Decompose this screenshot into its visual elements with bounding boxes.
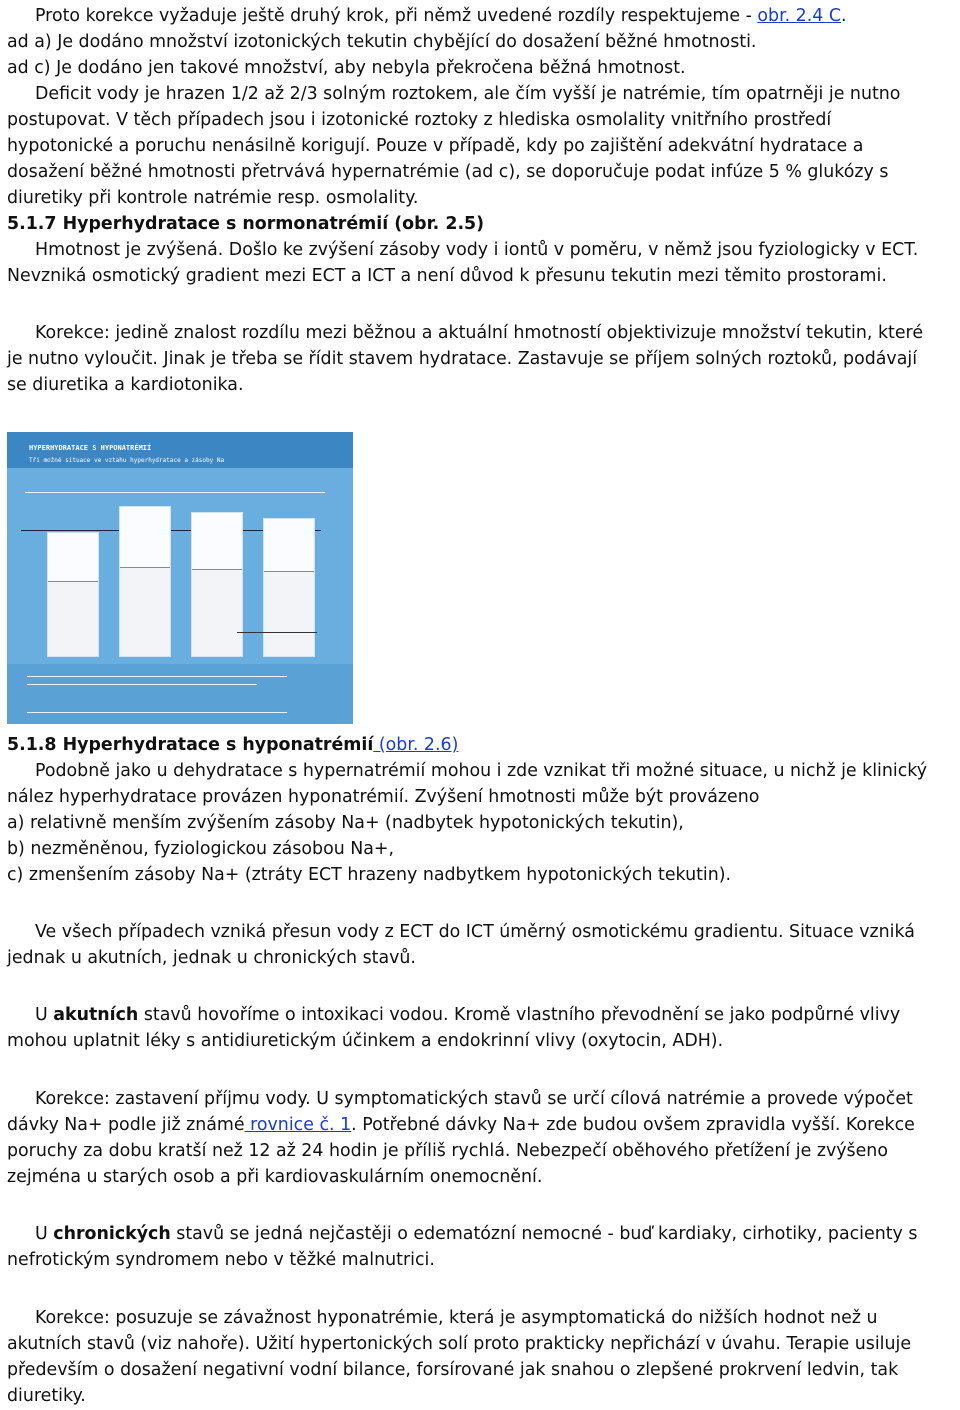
text-line: akutních stavů (viz nahoře). Užití hypertonických solí proto prakticky nepřichází v úvahu. Terapie usiluje — [7, 1334, 912, 1354]
section-heading-5-1-7 — [7, 212, 484, 238]
text-line — [7, 1113, 915, 1139]
text-line: mohou uplatnit léky s antidiuretickým účinkem a endokrinní vlivy (oxytocin, ADH). — [7, 1031, 724, 1051]
text-line: dosažení běžné hmotnosti přetrvává hypernatrémie (ad c), se doporučuje podat infúze 5 % glukózy s — [7, 162, 889, 182]
text-line: Deficit vody je hrazen 1/2 až 2/3 solným roztokem, ale čím vyšší je natrémie, tím opatrněji je nutno — [35, 84, 901, 104]
text-line: nález hyperhydratace provázen hyponatrémií. Zvýšení hmotnosti může být provázeno — [7, 787, 760, 807]
equation-link-1[interactable]: rovnice č. 1 — [244, 1115, 352, 1135]
text-line: postupovat. V těch případech jsou i izotonické roztoky z hlediska osmolality vnitřního prostředí — [7, 110, 832, 130]
bold-term: akutních — [53, 1005, 139, 1025]
figure-legend-line — [27, 684, 257, 685]
bold-term: chronických — [53, 1224, 171, 1244]
figure-column-segment — [120, 567, 170, 656]
figure-legend-band — [7, 664, 353, 724]
text-line: Korekce: zastavení příjmu vody. U symptomatických stavů se určí cílová natrémie a provede výpočet — [35, 1089, 913, 1109]
text-line: Korekce: jedině znalost rozdílu mezi běžnou a aktuální hmotností objektivizuje množství tekutin, které — [35, 323, 924, 343]
figure-column — [47, 532, 99, 657]
text-line: Hmotnost je zvýšená. Došlo ke zvýšení zásoby vody i iontů v poměru, v němž jsou fyziologicky v ECT. — [35, 240, 919, 260]
figure-line — [25, 492, 325, 493]
text-line: Korekce: posuzuje se závažnost hyponatrémie, která je asymptomatická do nižších hodnot než u — [35, 1308, 878, 1328]
text-line: ad c) Je dodáno jen takové množství, aby nebyla překročena běžná hmotnost. — [7, 58, 686, 78]
text-line: a) relativně menším zvýšením zásoby Na+ (nadbytek hypotonických tekutin), — [7, 813, 684, 833]
text-line: b) nezměněnou, fyziologickou zásobou Na+, — [7, 839, 395, 859]
text-line: jednak u akutních, jednak u chronických stavů. — [7, 948, 416, 968]
text-span: Proto korekce vyžaduje ještě druhý krok, při němž uvedené rozdíly respektujeme - — [35, 6, 758, 26]
figure-column-segment — [192, 569, 242, 656]
heading-text: 5.1.7 Hyperhydratace s normonatrémií (obr. 2.5) — [7, 214, 485, 234]
text-line: zejména u starých osob a při kardiovaskulárním onemocnění. — [7, 1167, 543, 1187]
figure-subtitle: Tři možné situace ve vztahu hyperhydratace a zásoby Na — [29, 457, 225, 464]
figure-column-segment — [264, 571, 314, 656]
text-line: se diuretika a kardiotonika. — [7, 375, 244, 395]
figure-title: HYPERHYDRATACE S HYPONATRÉMIÍ — [29, 444, 152, 452]
figure-legend-line — [27, 676, 287, 677]
figure-column — [119, 506, 171, 657]
figure-hyperhydratace-hyponatremie — [7, 432, 353, 724]
text-line: Nevzniká osmotický gradient mezi ECT a ICT a není důvod k přesunu tekutin mezi těmito prostorami. — [7, 266, 887, 286]
text-span: . Potřebné dávky Na+ zde budou ovšem zpravidla vyšší. Korekce — [351, 1115, 915, 1135]
text-line — [35, 1222, 917, 1248]
text-line: hypotonické a poruchu nenásilně korigují. Pouze v případě, kdy po zajištění adekvátní hydratace a — [7, 136, 864, 156]
text-span: stavů se jedná nejčastěji o edematózní nemocné - buď kardiaky, cirhotiky, pacienty s — [170, 1224, 918, 1244]
text-line: diuretiky při kontrole natrémie resp. osmolality. — [7, 188, 419, 208]
text-span: U — [35, 1224, 54, 1244]
figure-link-2-4c[interactable]: obr. 2.4 C — [757, 6, 842, 26]
heading-text: 5.1.8 Hyperhydratace s hyponatrémií — [7, 735, 374, 755]
text-line: především o dosažení negativní vodní bilance, forsírované jak snahou o zlepšené prokrvení ledvin, tak — [7, 1360, 899, 1380]
text-span: U — [35, 1005, 54, 1025]
figure-column — [191, 512, 243, 657]
figure-column — [263, 518, 315, 657]
section-heading-5-1-8 — [7, 733, 458, 759]
text-line — [35, 4, 847, 30]
text-line: je nutno vyloučit. Jinak je třeba se řídit stavem hydratace. Zastavuje se příjem solných roztoků, podávají — [7, 349, 918, 369]
figure-link-2-6[interactable]: (obr. 2.6) — [373, 735, 459, 755]
figure-column-segment — [48, 581, 98, 656]
text-line: diuretiky. — [7, 1386, 86, 1406]
text-line: Podobně jako u dehydratace s hypernatrémií mohou i zde vznikat tři možné situace, u nichž je klinický — [35, 761, 928, 781]
text-span: . — [841, 6, 847, 26]
text-span: dávky Na+ podle již známé — [7, 1115, 245, 1135]
text-span: stavů hovoříme o intoxikaci vodou. Kromě vlastního převodnění se jako podpůrné vlivy — [138, 1005, 901, 1025]
text-line: poruchy za dobu kratší než 12 až 24 hodin je příliš rychlá. Nebezpečí oběhového přetížení je zvýšeno — [7, 1141, 888, 1161]
text-line — [35, 1003, 900, 1029]
text-line: Ve všech případech vzniká přesun vody z ECT do ICT úměrný osmotickému gradientu. Situace vzniká — [35, 922, 915, 942]
text-line: c) zmenšením zásoby Na+ (ztráty ECT hrazeny nadbytkem hypotonických tekutin). — [7, 865, 732, 885]
figure-arrow — [237, 632, 317, 633]
text-line: ad a) Je dodáno množství izotonických tekutin chybějící do dosažení běžné hmotnosti. — [7, 32, 757, 52]
text-line: nefrotickým syndromem nebo v těžké malnutrici. — [7, 1250, 435, 1270]
figure-legend-line — [27, 712, 287, 713]
